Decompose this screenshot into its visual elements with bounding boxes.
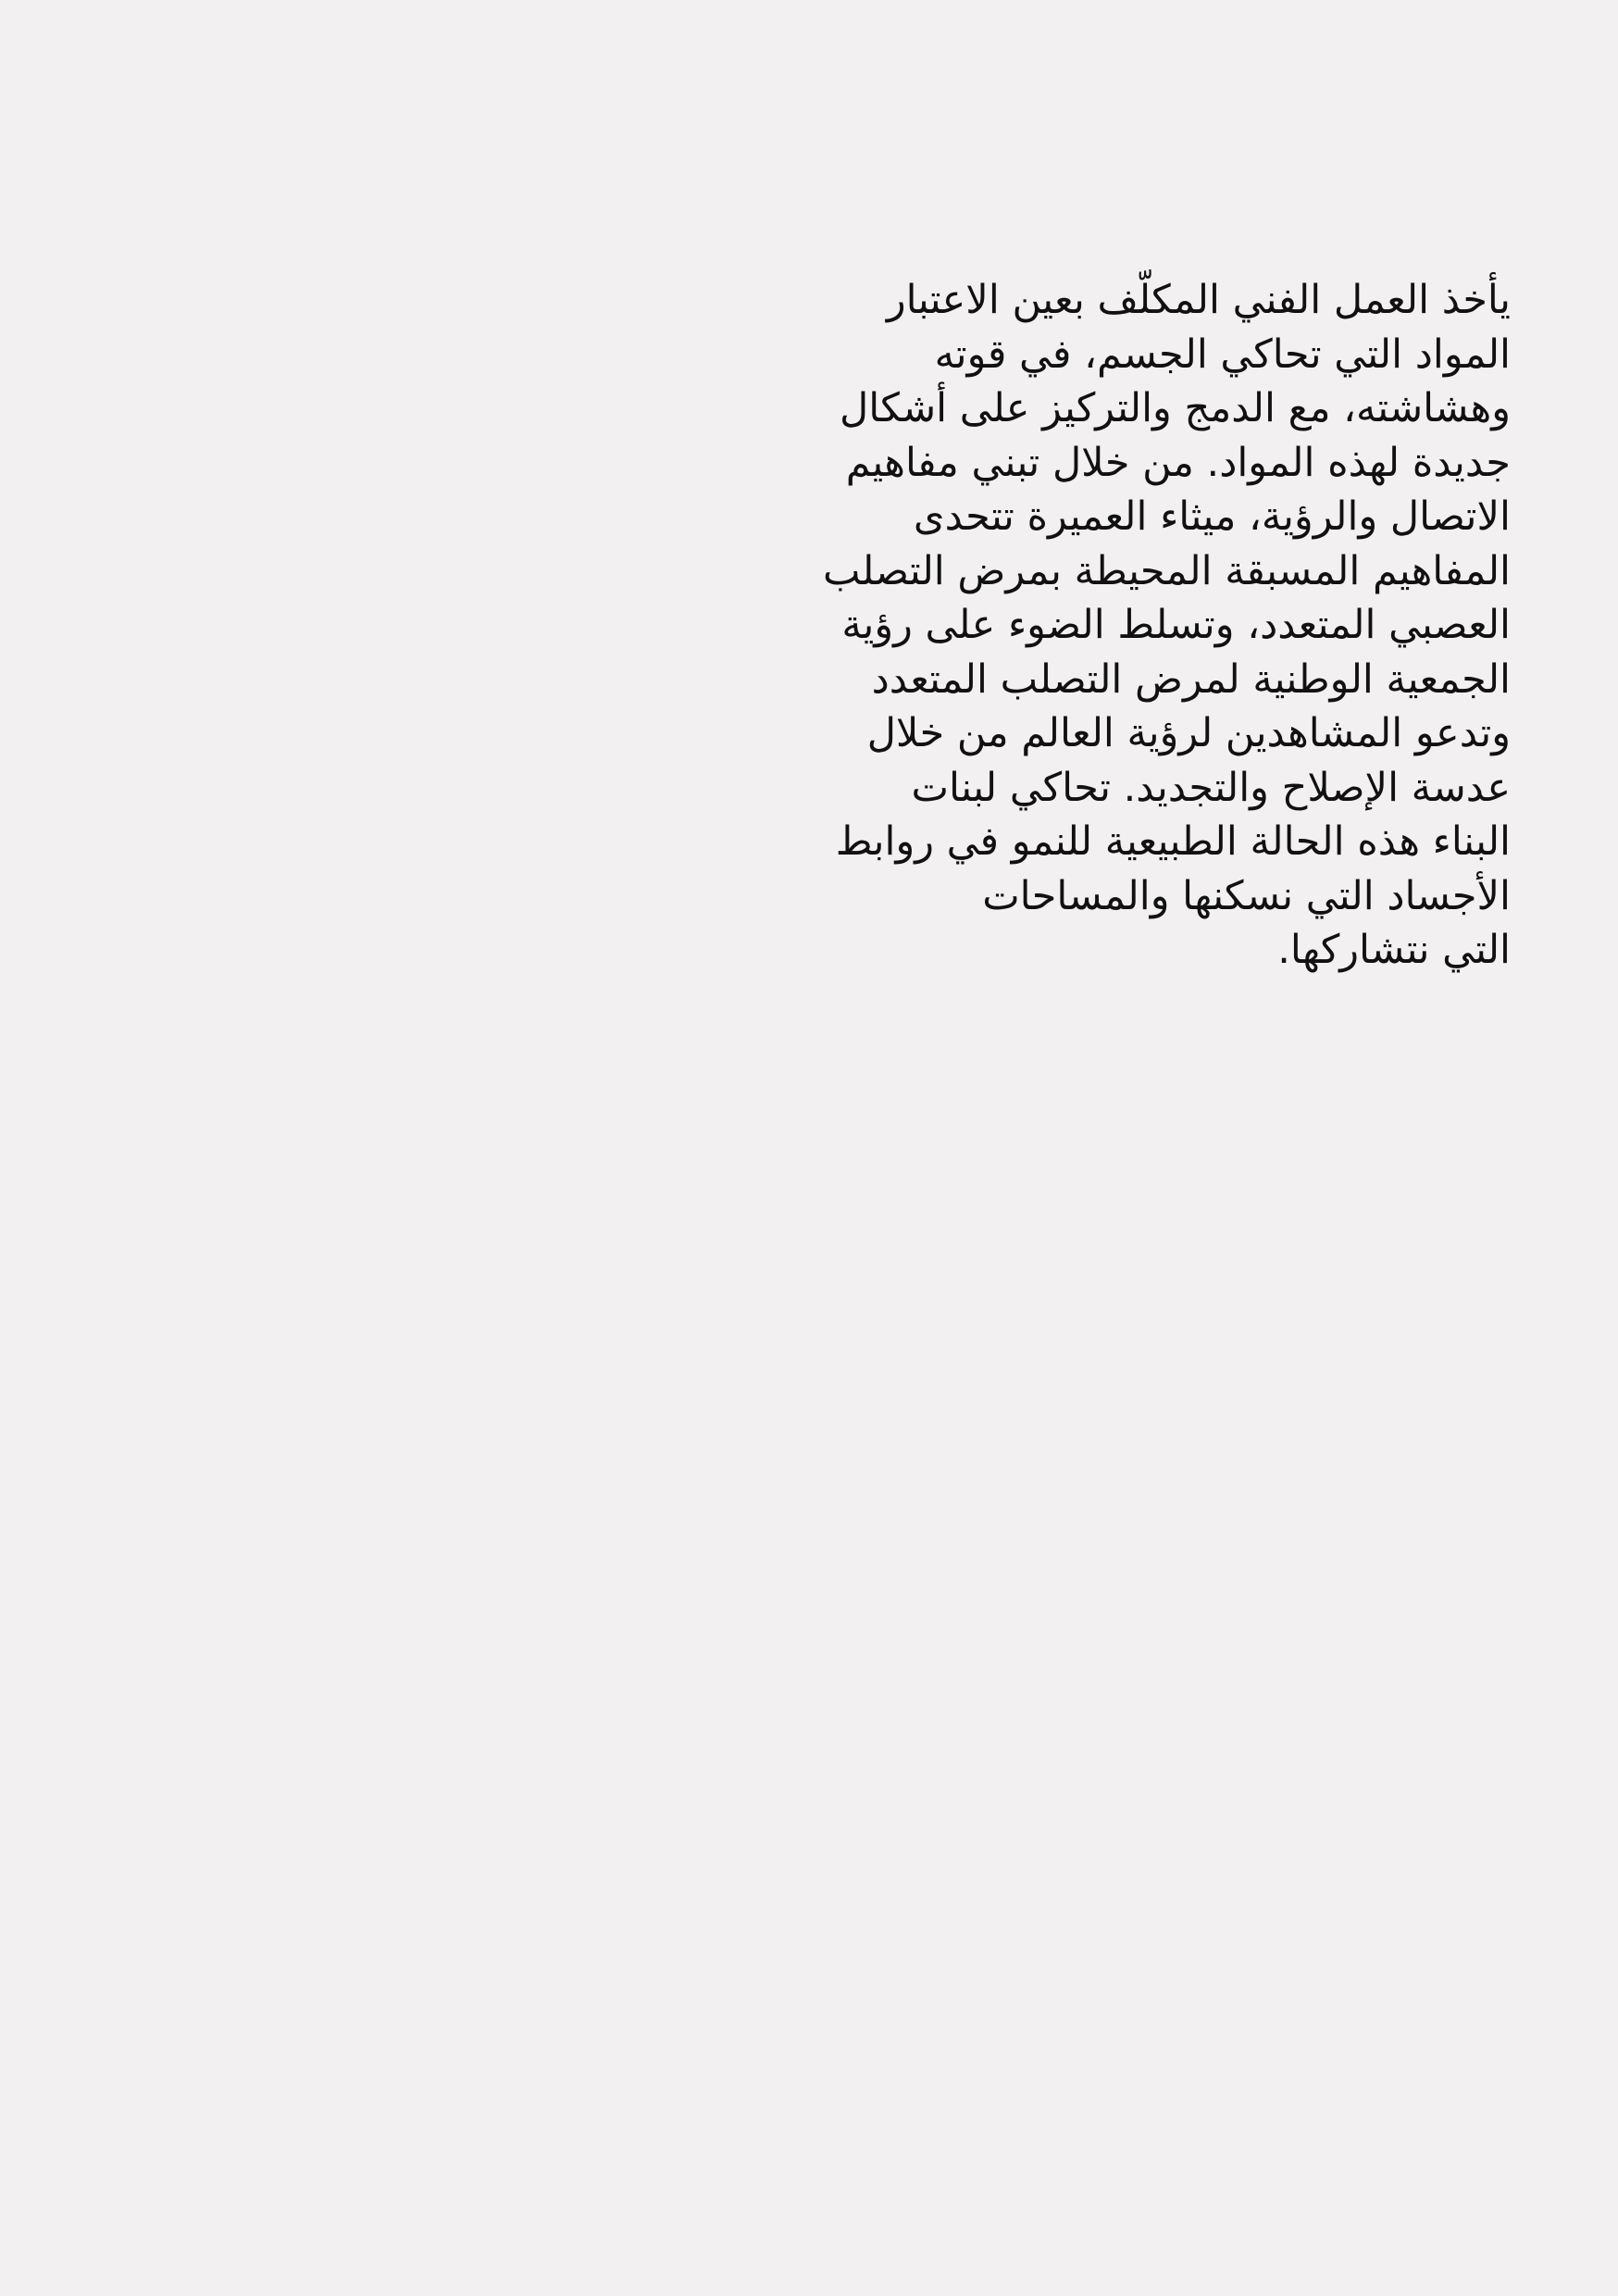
paragraph-line-4: جديدة لهذه المواد. من خلال تبني مفاهيم [845, 439, 1511, 486]
paragraph-line-2: المواد التي تحاكي الجسم، في قوته [934, 331, 1511, 378]
paragraph-line-11: البناء هذه الحالة الطبيعية للنمو في روابط [835, 818, 1511, 865]
paragraph-line-9: وتدعو المشاهدين لرؤية العالم من خلال [866, 710, 1511, 756]
paragraph [807, 273, 1511, 978]
paragraph-line-13: التي نتشاركها. [1277, 927, 1511, 973]
paragraph-line-5: الاتصال والرؤية، ميثاء العميرة تتحدى [913, 493, 1511, 540]
paragraph-line-7: العصبي المتعدد، وتسلط الضوء على رؤية [841, 602, 1511, 648]
paragraph-line-6: المفاهيم المسبقة المحيطة بمرض التصلب [822, 547, 1511, 594]
paragraph-line-10: عدسة الإصلاح والتجديد. تحاكي لبنات [911, 764, 1511, 811]
paragraph-line-3: وهشاشته، مع الدمج والتركيز على أشكال [840, 385, 1511, 431]
paragraph-line-8: الجمعية الوطنية لمرض التصلب المتعدد [871, 655, 1511, 703]
paragraph-line-1: يأخذ العمل الفني المكلّف بعين الاعتبار [886, 277, 1511, 323]
paragraph-line-12: الأجساد التي نسكنها والمساحات [982, 872, 1511, 919]
